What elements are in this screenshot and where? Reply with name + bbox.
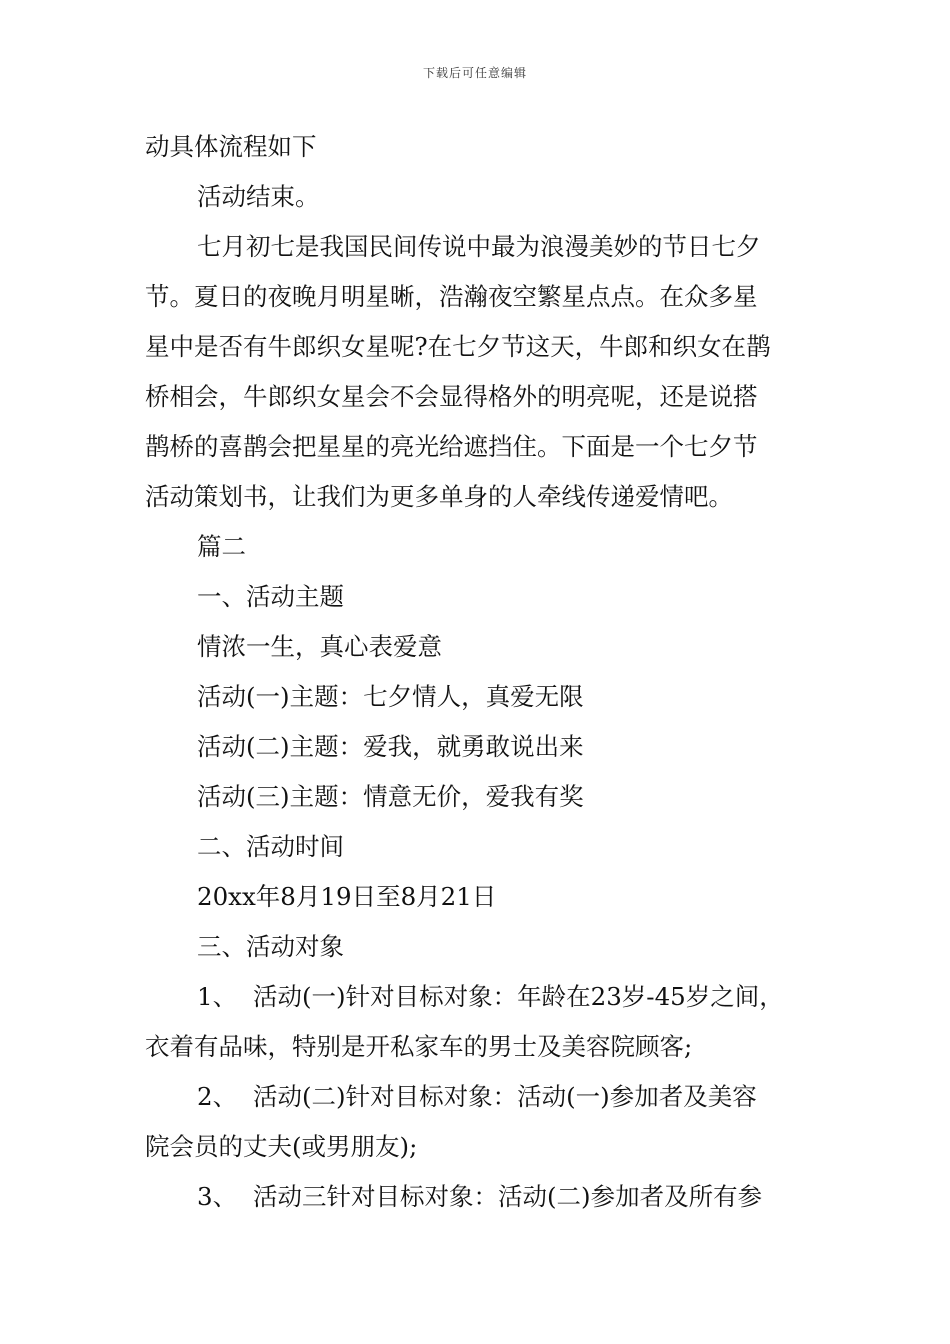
- list-item-text: 活动(一)针对目标对象：年龄在23岁-45岁之间，: [253, 982, 784, 1011]
- paragraph-line: 七月初七是我国民间传说中最为浪漫美妙的节日七夕: [197, 232, 761, 261]
- paragraph-line: 活动策划书，让我们为更多单身的人牵线传递爱情吧。: [145, 482, 733, 511]
- list-number: 3、: [197, 1182, 238, 1211]
- paragraph-line: 活动(一)主题：七夕情人，真爱无限: [197, 682, 584, 711]
- page-header: 下载后可任意编辑: [422, 66, 527, 80]
- list-item-text: 活动(二)针对目标对象：活动(一)参加者及美容: [253, 1082, 757, 1111]
- section-heading: 二、活动时间: [197, 832, 344, 861]
- list-number: 2、: [197, 1082, 238, 1111]
- paragraph-line: 动具体流程如下: [145, 132, 317, 161]
- paragraph-line: 活动(三)主题：情意无价，爱我有奖: [197, 782, 584, 811]
- paragraph-line: 情浓一生，真心表爱意: [197, 632, 442, 661]
- section-heading: 篇二: [197, 532, 246, 561]
- list-item: [145, 1172, 810, 1222]
- list-item-continuation: 衣着有品味，特别是开私家车的男士及美容院顾客;: [145, 1032, 693, 1061]
- section-heading: 三、活动对象: [197, 932, 344, 961]
- paragraph-line: 星中是否有牛郎织女星呢?在七夕节这天，牛郎和织女在鹊: [145, 332, 771, 361]
- list-item-continuation: 院会员的丈夫(或男朋友);: [145, 1132, 418, 1161]
- list-item-text: 活动三针对目标对象：活动(二)参加者及所有参: [253, 1182, 763, 1211]
- paragraph-line: 20xx年8月19日至8月21日: [197, 882, 497, 911]
- list-item: [145, 972, 810, 1022]
- list-number: 1、: [197, 982, 238, 1011]
- paragraph-line: 桥相会，牛郎织女星会不会显得格外的明亮呢，还是说搭: [145, 382, 758, 411]
- list-item: [145, 1072, 810, 1122]
- paragraph-line: 节。夏日的夜晚月明星晰，浩瀚夜空繁星点点。在众多星: [145, 282, 758, 311]
- paragraph-line: 活动(二)主题：爱我，就勇敢说出来: [197, 732, 584, 761]
- paragraph-line: 活动结束。: [197, 182, 320, 211]
- section-heading: 一、活动主题: [197, 582, 344, 611]
- paragraph-line: 鹊桥的喜鹊会把星星的亮光给遮挡住。下面是一个七夕节: [145, 432, 758, 461]
- document-body: [145, 122, 810, 1222]
